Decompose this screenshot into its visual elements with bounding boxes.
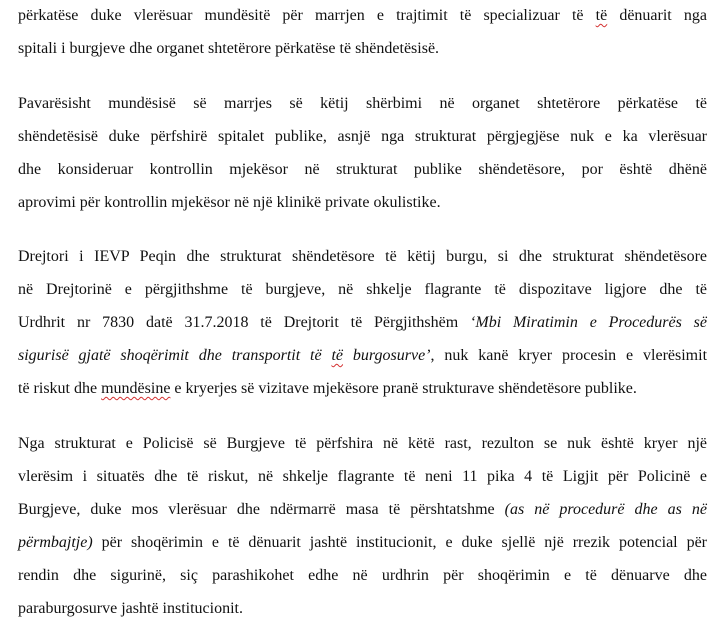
text-line	[18, 378, 707, 400]
italic-text: përmbajtje)	[18, 534, 93, 551]
text-line	[18, 532, 707, 554]
text-span: Burgjeve, duke mos vlerësuar dhe ndërmarrë masa të përshtatshme	[18, 501, 505, 518]
text-line	[18, 466, 707, 488]
italic-text: ‘Mbi Miratimin e Procedurës së	[470, 314, 707, 331]
text-line	[18, 159, 707, 181]
italic-text: burgosurve’	[343, 347, 431, 364]
text-span: vlerësim i situatës dhe të riskut, në shkelje flagrante të neni 11 pika 4 të Ligjit për Policinë e	[18, 468, 707, 485]
text-line	[18, 192, 707, 214]
text-span: për shoqërimin e të dënuarit jashtë institucionit, e duke sjellë një rrezik potencial për	[92, 534, 707, 551]
text-line	[18, 126, 707, 148]
text-line	[18, 279, 707, 301]
text-line	[18, 433, 707, 455]
text-line	[18, 246, 707, 268]
text-span: përkatëse duke vlerësuar mundësitë për marrjen e trajtimit të specializuar të	[18, 7, 596, 24]
text-span: Drejtori i IEVP Peqin dhe strukturat shëndetësore të këtij burgu, si dhe strukturat shëndetësore	[18, 248, 707, 265]
text-line	[18, 598, 707, 620]
text-span: , nuk kanë kryer procesin e vlerësimit	[430, 347, 708, 364]
misspelled-word: të	[331, 347, 344, 364]
text-line	[18, 565, 707, 587]
text-span: në Drejtorinë e përgjithshme të burgjeve, në shkelje flagrante të dispozitave ligjore dhe të	[18, 281, 707, 298]
text-span: dhe konsideruar kontrollin mjekësor në strukturat publike shëndetësore, por është dhënë	[18, 161, 707, 178]
text-span: dënuarit nga	[607, 7, 707, 24]
text-span: Nga strukturat e Policisë së Burgjeve të përfshira në këtë rast, rezulton se nuk është kryer një	[18, 435, 707, 452]
text-span: spitali i burgjeve dhe organet shtetërore përkatëse të shëndetësisë.	[18, 40, 440, 57]
text-span: Urdhrit nr 7830 datë 31.7.2018 të Drejtorit të Përgjithshëm	[18, 314, 471, 331]
misspelled-word: mundësine	[101, 380, 171, 397]
text-span: Pavarësisht mundësisë së marrjes së këtij shërbimi në organet shtetërore përkatëse të	[18, 95, 707, 112]
text-line	[18, 312, 707, 334]
text-span: shëndetësisë duke përfshirë spitalet publike, asnjë nga strukturat përgjegjëse nuk e ka vlerësuar	[18, 128, 707, 145]
text-span: paraburgosurve jashtë institucionit.	[18, 600, 243, 617]
text-line	[18, 5, 707, 27]
text-line	[18, 499, 707, 521]
text-span: e kryerjes së vizitave mjekësore pranë strukturave shëndetësore publike.	[170, 380, 637, 397]
text-span: të riskut dhe	[18, 380, 102, 397]
text-span: rendin dhe sigurinë, siç parashikohet edhe në urdhrin për shoqërimin e të dënuarve dhe	[18, 567, 707, 584]
italic-text: sigurisë gjatë shoqërimit dhe transportit të	[18, 347, 332, 364]
text-line	[18, 38, 707, 60]
text-line	[18, 345, 707, 367]
misspelled-word: të	[595, 7, 608, 24]
text-line	[18, 93, 707, 115]
text-span: aprovimi për kontrollin mjekësor në një klinikë private okulistike.	[18, 194, 441, 211]
italic-text: (as në procedurë dhe as në	[504, 501, 707, 518]
